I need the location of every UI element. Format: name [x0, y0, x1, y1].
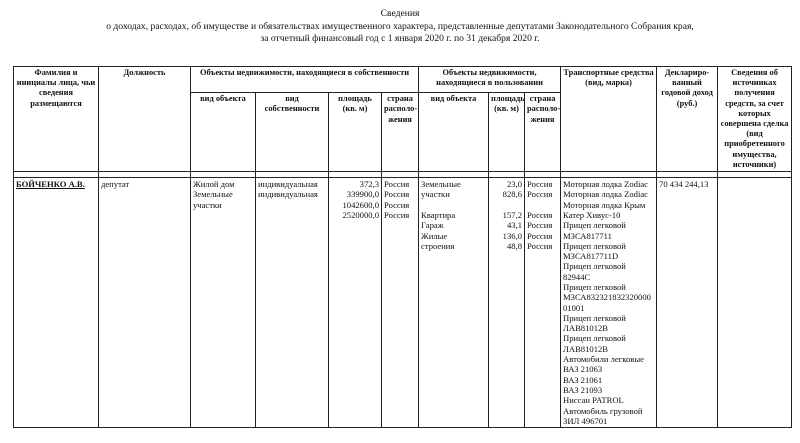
- cell-transport: [561, 178, 657, 428]
- header-income: Деклариро-ванный годовой доход (руб.): [657, 67, 718, 172]
- header-used-group: Объекты недвижимости, находящиеся в пользовании: [419, 67, 561, 93]
- transport-line: 82944С: [563, 271, 591, 282]
- transport-line: ЛАВ81012В: [563, 323, 609, 334]
- transport-line: Прицеп легковой: [563, 220, 626, 231]
- cell-name: [14, 178, 99, 428]
- cell-owned-ownership: [256, 178, 329, 428]
- used-country-line: Россия: [527, 179, 553, 190]
- transport-line: Прицеп легковой: [563, 312, 626, 323]
- transport-line: ВАЗ 21061: [563, 374, 603, 385]
- transport-line: Автомобиль грузовой: [563, 405, 643, 416]
- used-country-line: Россия: [527, 220, 553, 231]
- transport-line: ВАЗ 21093: [563, 384, 603, 395]
- header-owned-country: страна располо-жения: [382, 93, 419, 172]
- header-owned-type: вид объекта: [191, 93, 256, 172]
- title-line-1: Сведения: [380, 8, 420, 19]
- title-line-2: о доходах, расходах, об имуществе и обязательствах имущественного характера, представленные депутатами Законодательного Собрания края,: [106, 20, 694, 32]
- cell-owned-areas: [329, 178, 382, 428]
- used-type-line: Квартира: [421, 209, 456, 220]
- transport-line: МЗСА817711D: [563, 251, 619, 262]
- declared-income: 70 434 244,13: [659, 179, 709, 190]
- ownership-line: индивидуальная: [258, 189, 318, 200]
- transport-line: МЗСА832321832320000: [563, 292, 651, 303]
- transport-line: ЗИЛ 496701: [563, 415, 608, 426]
- person-name: БОЙЧЕНКО А.В.: [16, 179, 85, 190]
- transport-line: МЗСА817711: [563, 230, 612, 241]
- table-row: [14, 178, 792, 428]
- transport-line: ВАЗ 21063: [563, 364, 603, 375]
- transport-line: Автомобили легковые: [563, 354, 644, 365]
- declaration-table: [13, 66, 792, 428]
- header-used-country: страна располо-жения: [525, 93, 561, 172]
- header-used-area: площадь (кв. м): [489, 93, 525, 172]
- owned-country-line: Россия: [384, 209, 410, 220]
- cell-sources: [718, 178, 792, 428]
- cell-owned-types: [191, 178, 256, 428]
- transport-line: Прицеп легковой: [563, 333, 626, 344]
- cell-owned-countries: [382, 178, 419, 428]
- used-country-line: Россия: [527, 209, 553, 220]
- transport-line: Моторная лодка Zodiac: [563, 179, 648, 190]
- transport-line: Прицеп легковой: [563, 261, 626, 272]
- used-type-line: Жилые: [421, 230, 448, 241]
- owned-area-line: 1042600,0: [342, 199, 379, 210]
- cell-used-countries: [525, 178, 561, 428]
- owned-type-line: Земельные: [193, 189, 233, 200]
- cell-income: [657, 178, 718, 428]
- header-name: Фамилия и инициалы лица, чьи сведения размещаются: [14, 67, 99, 172]
- transport-line: 01001: [563, 302, 585, 313]
- used-type-line: строения: [421, 240, 455, 251]
- header-owned-area: площадь (кв. м): [329, 93, 382, 172]
- used-country-line: Россия: [527, 240, 553, 251]
- owned-area-line: 339900,0: [346, 189, 379, 200]
- header-row-1: [14, 67, 792, 93]
- used-type-line: Земельные: [421, 179, 461, 190]
- used-area-line: 136,0: [502, 230, 523, 241]
- header-used-type: вид объекта: [419, 93, 489, 172]
- header-transport: Транспортные средства (вид, марка): [561, 67, 657, 172]
- owned-country-line: Россия: [384, 189, 410, 200]
- transport-line: ЛАВ81012В: [563, 343, 609, 354]
- owned-area-line: 372,3: [359, 179, 379, 190]
- title-line-3: за отчетный финансовый год с 1 января 2020 г. по 31 декабря 2020 г.: [260, 33, 540, 44]
- header-sources: Сведения об источниках получения средств, за счет которых совершена сделка (вид приобретенного имущества, источники): [718, 67, 792, 172]
- transport-line: Моторная лодка Крым: [563, 199, 646, 210]
- header-owned-ownership: вид собственности: [256, 93, 329, 172]
- owned-country-line: Россия: [384, 179, 410, 190]
- header-owned-group: Объекты недвижимости, находящиеся в собственности: [191, 67, 419, 93]
- used-area-line: 48,8: [506, 240, 523, 251]
- used-area-line: 157,2: [502, 209, 523, 220]
- header-position: Должность: [99, 67, 191, 172]
- transport-line: Прицеп легковой: [563, 240, 626, 251]
- used-type-line: участки: [421, 189, 450, 200]
- cell-position: [99, 178, 191, 428]
- owned-type-line: участки: [193, 199, 222, 210]
- cell-used-types: [419, 178, 489, 428]
- used-country-line: Россия: [527, 189, 553, 200]
- ownership-line: индивидуальная: [258, 179, 318, 190]
- cell-used-areas: [489, 178, 525, 428]
- used-area-line: 828,6: [502, 189, 523, 200]
- transport-line: Моторная лодка Zodiac: [563, 189, 648, 200]
- used-area-line: 23,0: [506, 179, 523, 190]
- used-country-line: Россия: [527, 230, 553, 241]
- owned-type-line: Жилой дом: [193, 179, 235, 190]
- used-area-line: 43,1: [506, 220, 523, 231]
- owned-area-line: 2520000,0: [342, 209, 379, 220]
- transport-line: Ниссан PATROL: [563, 395, 624, 406]
- transport-line: Прицеп легковой: [563, 282, 626, 292]
- person-position: депутат: [101, 179, 130, 190]
- document-title: [0, 8, 800, 46]
- used-type-line: Гараж: [421, 220, 444, 231]
- owned-country-line: Россия: [384, 199, 410, 210]
- transport-line: Катер Хивус-10: [563, 209, 621, 220]
